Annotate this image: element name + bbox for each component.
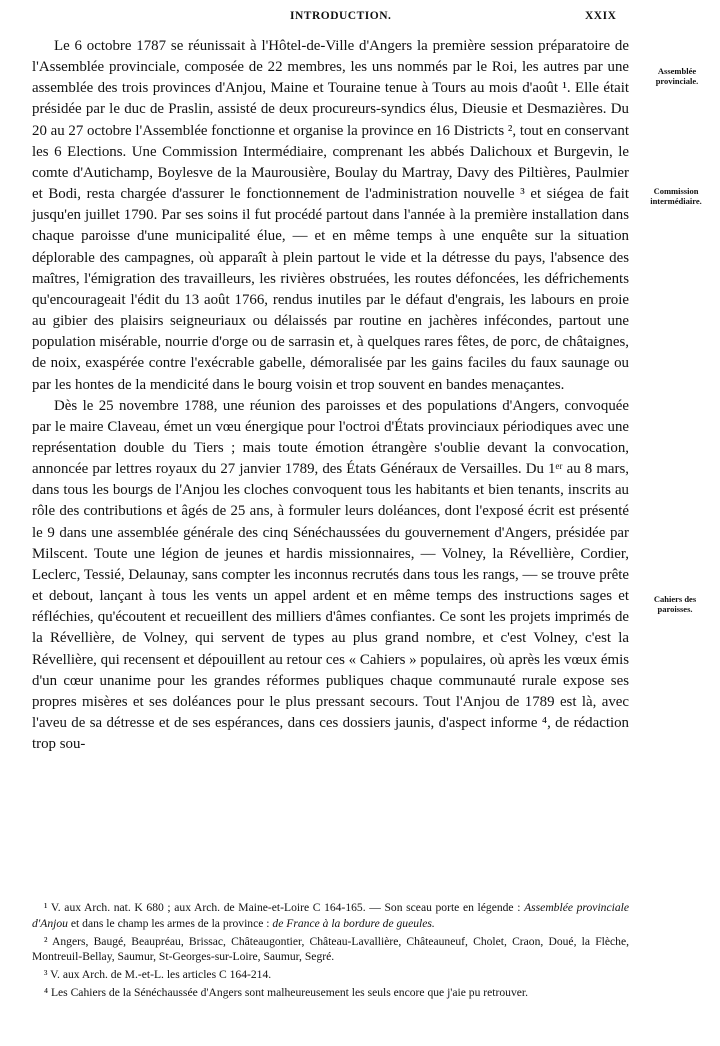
body-text xyxy=(32,36,629,755)
footnote-1 xyxy=(32,900,629,932)
footnote-1-text-c: et dans le champ les armes de la province : xyxy=(67,916,273,930)
page-number: XXIX xyxy=(585,10,617,22)
footnotes xyxy=(32,900,629,1003)
footnote-1-text-a: ¹ V. aux Arch. nat. K 680 ; aux Arch. de Maine-et-Loire C 164-165. — Son sceau porte en légende : xyxy=(44,901,525,914)
paragraph-2: Dès le 25 novembre 1788, une réunion des paroisses et des populations d'Angers, convoquée par le maire Claveau, émet un vœu énergique pour l'octroi d'États provinciaux périodiques avec une représentation double du Tiers ; mais toute émotion étrangère s'oublie devant la convocation, annoncée par lettres royaux du 27 janvier 1789, des États Généraux de Versailles. Du 1ᵉʳ au 8 mars, dans tous les bourgs de l'Anjou les cloches convoquent tous les habitants et bien tenants, inscrits au rôle des contributions et âgés de 25 ans, à formuler leurs doléances, dont l'exposé écrit est présenté le 9 dans une assemblée générale des cinq Sénéchaussées du gouvernement d'Angers, présidée par Milscent. Toute une légion de jeunes et hardis missionnaires, — Volney, la Révellière, Cordier, Leclerc, Tessié, Delaunay, sans compter les inconnus recrutés dans tous les rangs, — se trouve prête et debout, lançant à tous les vents un appel ardent et en même temps des instructions sages et réfléchies, qu'écoutent et recueillent des milliers d'âmes confiantes. Ce sont les projets imprimés de la Révellière, de Volney, qui servent de types au plus grand nombre, et c'est Volney, c'est la Révellière, qui recensent et dépouillent au retour ces « Cahiers » populaires, où après les vœux émis d'un cœur unanime pour les grandes réformes publiques chaque communauté rurale expose ses propres misères et ses doléances pour le plus pressant secours. Tout l'Anjou de 1789 est là, avec l'aveu de sa détresse et de ses espérances, dans ces dossiers jaunis, d'aspect informe ⁴, de rédaction trop sou- xyxy=(32,397,629,753)
footnote-4: ⁴ Les Cahiers de la Sénéchaussée d'Angers sont malheureusement les seuls encore que j'aie pu retrouver. xyxy=(44,985,529,999)
running-title: INTRODUCTION. xyxy=(290,10,392,22)
footnote-3: ³ V. aux Arch. de M.-et-L. les articles C 164-214. xyxy=(44,968,272,982)
paragraph-1: Le 6 octobre 1787 se réunissait à l'Hôtel-de-Ville d'Angers la première session préparatoire de l'Assemblée provinciale, composée de 22 membres, les uns nommés par le Roi, les autres par une assemblée des trois provinces d'Anjou, Maine et Touraine tenue à Tours au mois d'août ¹. Elle était présidée par le duc de Praslin, assisté de deux procureurs-syndics élus, Dieusie et Desmazières. Du 20 au 27 octobre l'Assemblée fonctionne et organise la province en 16 Districts ², tout en conservant les 6 Elections. Une Commission Intermédiaire, comprenant les abbés Dalichoux et Burgevin, le comte d'Autichamp, Boylesve de la Maurousière, Boulay du Martray, Davy des Piltières, Paulmier et Bodi, resta chargée d'assurer le fonctionnement de l'administration nouvelle ³ et siégea de fait jusqu'en juillet 1790. Par ses soins il fut procédé partout dans l'année à la première installation dans chaque paroisse d'une municipalité élue, — et en même temps à une enquête sur la situation déplorable des campagnes, où apparaît à plein partout le vide et la détresse du pays, l'absence des maîtres, l'émigration des travailleurs, les rivières obstruées, les routes défoncées, les défrichements qu'encourageait l'édit du 13 août 1766, rendus inutiles par le défaut d'engrais, les labours en proie au gibier des plaisirs seigneuriaux ou délaissés par routine en jachères infécondes, partout une population misérable, nourrie d'orge ou de sarrasin et, à quelques rares fêtes, de porc, de châtaignes, de noix, exaspérée contre l'exécrable gabelle, démoralisée par les gains faciles du faux saunage ou par les hontes de la mendicité dans le bourg voisin et trop souvent en bandes menaçantes. xyxy=(32,38,629,393)
footnote-1-legend: Assemblée provinciale d'Anjou xyxy=(32,901,629,930)
margin-note-commission: Commission intermédiaire. xyxy=(650,186,702,206)
page-header xyxy=(0,10,720,30)
margin-note-assemblee: Assemblée provinciale. xyxy=(655,66,699,86)
margin-note-cahiers: Cahiers des paroisses. xyxy=(653,594,697,614)
footnote-2: ² Angers, Baugé, Beaupréau, Brissac, Châteaugontier, Château-Lavallière, Châteauneuf, Cholet, Craon, Doué, la Flèche, Montreuil-Bellay, Saumur, St-Georges-sur-Loire, Saumur, Segré. xyxy=(32,934,629,964)
footnote-1-arms: de France à la bordure de gueules. xyxy=(272,916,435,930)
